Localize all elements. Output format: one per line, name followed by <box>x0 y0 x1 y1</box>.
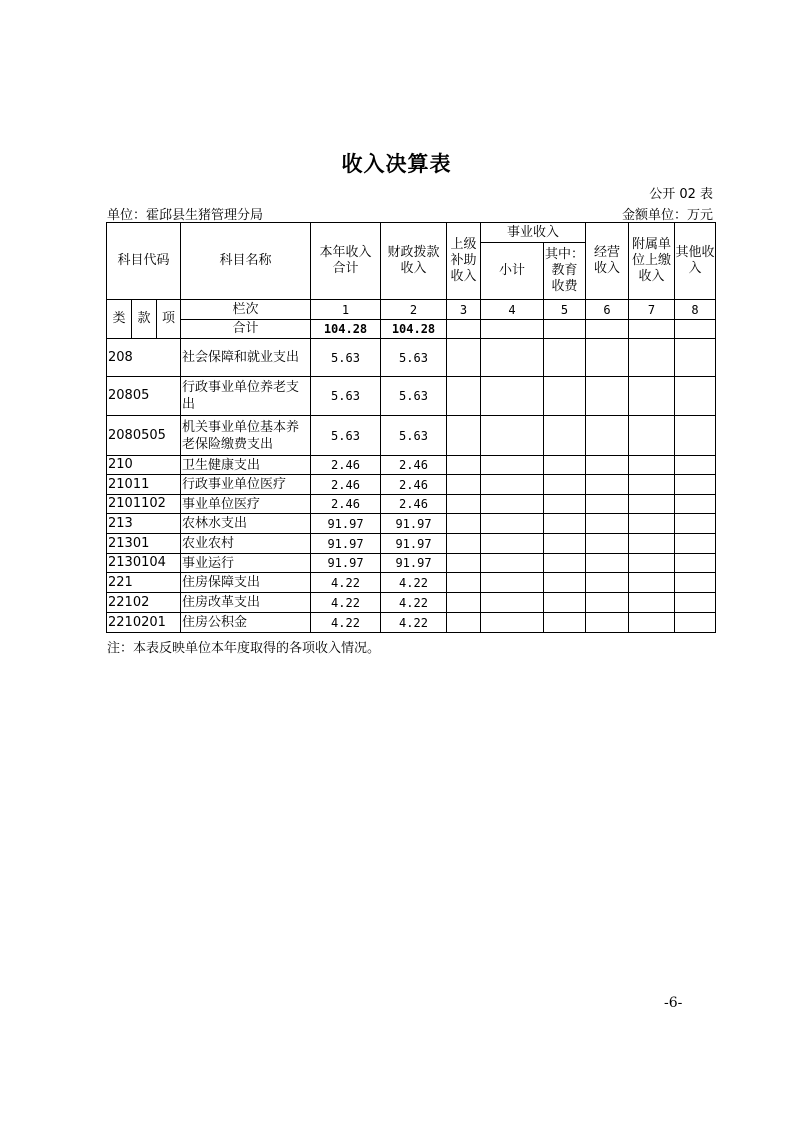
empty-cell <box>675 495 716 514</box>
empty-cell <box>675 416 716 456</box>
row-total: 2.46 <box>311 456 381 475</box>
empty-cell <box>586 475 629 495</box>
col-number: 3 <box>447 300 481 320</box>
col-number: 8 <box>675 300 716 320</box>
empty-cell <box>586 320 629 339</box>
empty-cell <box>675 377 716 416</box>
header-other <box>675 223 716 300</box>
empty-cell <box>447 554 481 573</box>
header-affiliated-line: 位上缴 <box>632 253 672 268</box>
total-row-fiscal: 104.28 <box>381 320 447 339</box>
row-fiscal: 5.63 <box>381 377 447 416</box>
empty-cell <box>544 613 586 633</box>
header-business: 事业收入 <box>481 223 586 243</box>
empty-cell <box>629 534 675 554</box>
empty-cell <box>675 456 716 475</box>
page-number: -6- <box>664 995 683 1011</box>
empty-cell <box>586 456 629 475</box>
empty-cell <box>544 456 586 475</box>
empty-cell <box>675 593 716 613</box>
table-row <box>107 495 716 514</box>
row-total: 91.97 <box>311 514 381 534</box>
row-total: 2.46 <box>311 495 381 514</box>
header-education-line: 教育 <box>551 263 578 278</box>
row-fiscal: 2.46 <box>381 475 447 495</box>
row-code: 21301 <box>107 534 181 554</box>
header-xiang: 项 <box>157 300 181 339</box>
empty-cell <box>544 554 586 573</box>
empty-cell <box>544 534 586 554</box>
table-row <box>107 573 716 593</box>
empty-cell <box>447 320 481 339</box>
empty-cell <box>586 377 629 416</box>
row-name: 住房改革支出 <box>181 593 311 613</box>
header-superior-line: 上级 <box>450 237 477 252</box>
empty-cell <box>544 377 586 416</box>
table-row <box>107 456 716 475</box>
empty-cell <box>586 573 629 593</box>
empty-cell <box>675 534 716 554</box>
empty-cell <box>586 554 629 573</box>
header-operating-line: 经营 <box>594 245 621 260</box>
empty-cell <box>629 416 675 456</box>
header-superior <box>447 223 481 300</box>
footnote: 注：本表反映单位本年度取得的各项收入情况。 <box>107 641 381 656</box>
row-fiscal: 91.97 <box>381 514 447 534</box>
row-total: 4.22 <box>311 613 381 633</box>
empty-cell <box>629 514 675 534</box>
row-total: 91.97 <box>311 554 381 573</box>
empty-cell <box>629 593 675 613</box>
header-education <box>544 243 586 300</box>
empty-cell <box>629 495 675 514</box>
row-fiscal: 91.97 <box>381 534 447 554</box>
empty-cell <box>481 554 544 573</box>
table-row <box>107 554 716 573</box>
data-rows <box>107 339 716 633</box>
empty-cell <box>629 320 675 339</box>
empty-cell <box>629 377 675 416</box>
row-code: 22102 <box>107 593 181 613</box>
empty-cell <box>675 514 716 534</box>
row-total: 5.63 <box>311 339 381 377</box>
empty-cell <box>675 339 716 377</box>
header-code: 科目代码 <box>107 223 181 300</box>
empty-cell <box>629 339 675 377</box>
empty-cell <box>629 573 675 593</box>
empty-cell <box>629 475 675 495</box>
header-fiscal-line: 财政拨款 <box>387 245 440 260</box>
row-name: 行政事业单位养老支出 <box>181 377 311 416</box>
col-number: 1 <box>311 300 381 320</box>
empty-cell <box>586 339 629 377</box>
header-superior-line: 补助 <box>450 253 477 268</box>
header-total <box>311 223 381 300</box>
row-fiscal: 2.46 <box>381 456 447 475</box>
row-name: 住房公积金 <box>181 613 311 633</box>
header-kuan: 款 <box>132 300 157 339</box>
empty-cell <box>481 320 544 339</box>
empty-cell <box>447 514 481 534</box>
empty-cell <box>586 416 629 456</box>
header-name: 科目名称 <box>181 223 311 300</box>
row-name: 行政事业单位医疗 <box>181 475 311 495</box>
empty-cell <box>481 416 544 456</box>
empty-cell <box>481 377 544 416</box>
row-total: 91.97 <box>311 534 381 554</box>
row-fiscal: 4.22 <box>381 593 447 613</box>
col-number: 2 <box>381 300 447 320</box>
empty-cell <box>544 320 586 339</box>
empty-cell <box>586 593 629 613</box>
row-code: 2080505 <box>107 416 181 456</box>
empty-cell <box>544 573 586 593</box>
row-name: 社会保障和就业支出 <box>181 339 311 377</box>
row-code: 20805 <box>107 377 181 416</box>
col-number: 6 <box>586 300 629 320</box>
empty-cell <box>544 416 586 456</box>
row-code: 213 <box>107 514 181 534</box>
empty-cell <box>481 514 544 534</box>
header-affiliated <box>629 223 675 300</box>
row-fiscal: 2.46 <box>381 495 447 514</box>
table-row <box>107 613 716 633</box>
empty-cell <box>447 534 481 554</box>
empty-cell <box>544 593 586 613</box>
row-code: 221 <box>107 573 181 593</box>
header-superior-line: 收入 <box>450 269 477 284</box>
empty-cell <box>447 573 481 593</box>
empty-cell <box>447 377 481 416</box>
col-number: 4 <box>481 300 544 320</box>
header-fiscal <box>381 223 447 300</box>
empty-cell <box>675 573 716 593</box>
empty-cell <box>481 573 544 593</box>
empty-cell <box>481 456 544 475</box>
header-subtotal: 小计 <box>481 243 544 300</box>
table-row <box>107 339 716 377</box>
row-code: 210 <box>107 456 181 475</box>
empty-cell <box>447 416 481 456</box>
row-code: 21011 <box>107 475 181 495</box>
page-title: 收入决算表 <box>341 152 452 176</box>
table-row <box>107 593 716 613</box>
row-total: 2.46 <box>311 475 381 495</box>
form-number: 公开 02 表 <box>649 187 713 202</box>
empty-cell <box>544 339 586 377</box>
row-name: 农业农村 <box>181 534 311 554</box>
col-number: 7 <box>629 300 675 320</box>
empty-cell <box>481 593 544 613</box>
empty-cell <box>675 613 716 633</box>
row-name: 卫生健康支出 <box>181 456 311 475</box>
empty-cell <box>447 495 481 514</box>
empty-cell <box>447 475 481 495</box>
row-name: 事业运行 <box>181 554 311 573</box>
row-fiscal: 5.63 <box>381 339 447 377</box>
row-total: 4.22 <box>311 593 381 613</box>
empty-cell <box>586 514 629 534</box>
empty-cell <box>447 613 481 633</box>
header-fiscal-line: 收入 <box>400 261 427 276</box>
header-other-line: 其他收 <box>675 245 715 260</box>
empty-cell <box>675 475 716 495</box>
amount-unit-label: 金额单位：万元 <box>621 208 713 223</box>
row-fiscal: 91.97 <box>381 554 447 573</box>
col-number: 5 <box>544 300 586 320</box>
header-education-line: 收费 <box>551 279 578 294</box>
row-total: 4.22 <box>311 573 381 593</box>
empty-cell <box>447 339 481 377</box>
row-name: 机关事业单位基本养老保险缴费支出 <box>181 416 311 456</box>
table-row <box>107 475 716 495</box>
header-operating-line: 收入 <box>594 261 621 276</box>
row-code: 208 <box>107 339 181 377</box>
empty-cell <box>586 495 629 514</box>
row-fiscal: 4.22 <box>381 573 447 593</box>
empty-cell <box>544 514 586 534</box>
empty-cell <box>675 320 716 339</box>
row-code: 2210201 <box>107 613 181 633</box>
empty-cell <box>481 495 544 514</box>
empty-cell <box>544 495 586 514</box>
table-row <box>107 377 716 416</box>
table-row <box>107 534 716 554</box>
empty-cell <box>586 613 629 633</box>
header-education-line: 其中： <box>545 247 585 262</box>
row-total: 5.63 <box>311 377 381 416</box>
row-total: 5.63 <box>311 416 381 456</box>
row-name: 农林水支出 <box>181 514 311 534</box>
empty-cell <box>481 613 544 633</box>
header-other-line: 入 <box>688 261 702 276</box>
empty-cell <box>544 475 586 495</box>
total-row-label: 合计 <box>181 320 311 339</box>
table-row <box>107 416 716 456</box>
empty-cell <box>629 456 675 475</box>
row-code: 2130104 <box>107 554 181 573</box>
empty-cell <box>481 534 544 554</box>
empty-cell <box>675 554 716 573</box>
income-table <box>106 222 716 633</box>
empty-cell <box>447 593 481 613</box>
row-name: 住房保障支出 <box>181 573 311 593</box>
header-affiliated-line: 收入 <box>638 269 665 284</box>
table-row <box>107 514 716 534</box>
row-code: 2101102 <box>107 495 181 514</box>
column-label: 栏次 <box>181 300 311 320</box>
header-operating <box>586 223 629 300</box>
row-fiscal: 5.63 <box>381 416 447 456</box>
empty-cell <box>447 456 481 475</box>
header-total-line: 本年收入 <box>319 245 372 260</box>
total-row-total: 104.28 <box>311 320 381 339</box>
row-fiscal: 4.22 <box>381 613 447 633</box>
empty-cell <box>481 339 544 377</box>
header-lei: 类 <box>107 300 132 339</box>
header-affiliated-line: 附属单 <box>632 237 672 252</box>
row-name: 事业单位医疗 <box>181 495 311 514</box>
empty-cell <box>629 554 675 573</box>
empty-cell <box>629 613 675 633</box>
unit-label: 单位：霍邱县生猪管理分局 <box>107 208 264 223</box>
empty-cell <box>481 475 544 495</box>
empty-cell <box>586 534 629 554</box>
header-total-line: 合计 <box>332 261 359 276</box>
